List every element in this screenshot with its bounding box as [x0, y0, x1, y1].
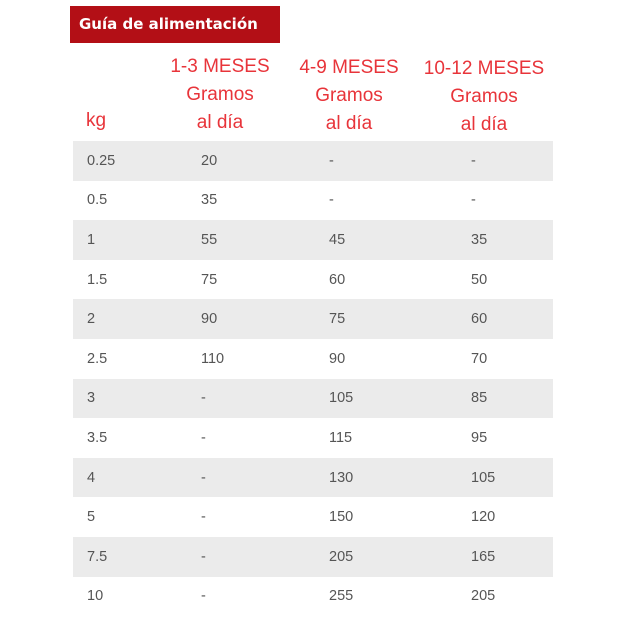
- table-row: [73, 458, 553, 498]
- cell-1-3-months: 35: [201, 192, 218, 209]
- cell-10-12-months: 95: [471, 429, 488, 446]
- cell-10-12-months: 165: [471, 548, 496, 565]
- cell-kg: 5: [87, 509, 96, 526]
- cell-4-9-months: -: [329, 152, 334, 169]
- cell-1-3-months: -: [201, 548, 206, 565]
- cell-kg: 4: [87, 469, 96, 486]
- cell-10-12-months: 120: [471, 509, 496, 526]
- header-4-9-months: [290, 54, 408, 138]
- cell-4-9-months: 205: [329, 548, 354, 565]
- header-1-3-months-line-3: al día: [196, 112, 244, 133]
- header-4-9-months-line-2: Gramos: [315, 85, 383, 106]
- cell-10-12-months: -: [471, 192, 476, 209]
- cell-4-9-months: 115: [329, 429, 353, 446]
- table-row: [73, 497, 553, 537]
- cell-kg: 1: [87, 231, 96, 248]
- cell-1-3-months: 90: [201, 311, 218, 328]
- cell-4-9-months: 75: [329, 311, 346, 328]
- cell-1-3-months: -: [201, 588, 206, 605]
- header-4-9-months-line-1: 4-9 MESES: [299, 57, 399, 78]
- cell-4-9-months: 105: [329, 390, 354, 407]
- table-row: [73, 220, 553, 260]
- header-4-9-months-line-3: al día: [325, 113, 373, 134]
- cell-kg: 0.25: [87, 152, 116, 169]
- cell-4-9-months: 255: [329, 588, 354, 605]
- cell-kg: 1.5: [87, 271, 108, 288]
- cell-4-9-months: 150: [329, 509, 354, 526]
- cell-10-12-months: 50: [471, 271, 488, 288]
- header-1-3-months-line-2: Gramos: [186, 84, 254, 105]
- cell-kg: 2.5: [87, 350, 108, 367]
- feeding-table: [73, 141, 553, 616]
- table-row: [73, 299, 553, 339]
- cell-10-12-months: 205: [471, 588, 496, 605]
- header-10-12-months-line-1: 10-12 MESES: [423, 58, 545, 79]
- header-kg: kg: [86, 110, 107, 131]
- cell-10-12-months: 105: [471, 469, 496, 486]
- cell-10-12-months: 70: [471, 350, 488, 367]
- cell-kg: 10: [87, 588, 104, 605]
- table-row: [73, 181, 553, 221]
- cell-kg: 3: [87, 390, 96, 407]
- cell-kg: 2: [87, 311, 96, 328]
- table-row: [73, 537, 553, 577]
- header-10-12-months-line-2: Gramos: [450, 86, 518, 107]
- cell-1-3-months: 110: [201, 350, 225, 367]
- cell-10-12-months: 60: [471, 311, 488, 328]
- table-row: [73, 260, 553, 300]
- cell-10-12-months: -: [471, 152, 476, 169]
- cell-1-3-months: 20: [201, 152, 218, 169]
- cell-1-3-months: -: [201, 469, 206, 486]
- cell-10-12-months: 85: [471, 390, 488, 407]
- cell-4-9-months: 60: [329, 271, 346, 288]
- cell-4-9-months: 45: [329, 231, 346, 248]
- cell-4-9-months: -: [329, 192, 334, 209]
- cell-1-3-months: -: [201, 509, 206, 526]
- cell-4-9-months: 90: [329, 350, 346, 367]
- table-row: [73, 379, 553, 419]
- cell-10-12-months: 35: [471, 231, 488, 248]
- cell-4-9-months: 130: [329, 469, 354, 486]
- header-10-12-months: [416, 55, 552, 139]
- table-row: [73, 141, 553, 181]
- cell-kg: 7.5: [87, 548, 108, 565]
- table-row: [73, 339, 553, 379]
- header-1-3-months-line-1: 1-3 MESES: [170, 56, 270, 77]
- page-title: Guía de alimentación: [70, 6, 280, 43]
- cell-1-3-months: -: [201, 390, 206, 407]
- cell-kg: 0.5: [87, 192, 108, 209]
- cell-1-3-months: 75: [201, 271, 218, 288]
- table-row: [73, 418, 553, 458]
- cell-1-3-months: 55: [201, 231, 218, 248]
- table-row: [73, 577, 553, 617]
- header-1-3-months: [160, 53, 280, 137]
- header-10-12-months-line-3: al día: [460, 114, 508, 135]
- cell-kg: 3.5: [87, 429, 108, 446]
- cell-1-3-months: -: [201, 429, 206, 446]
